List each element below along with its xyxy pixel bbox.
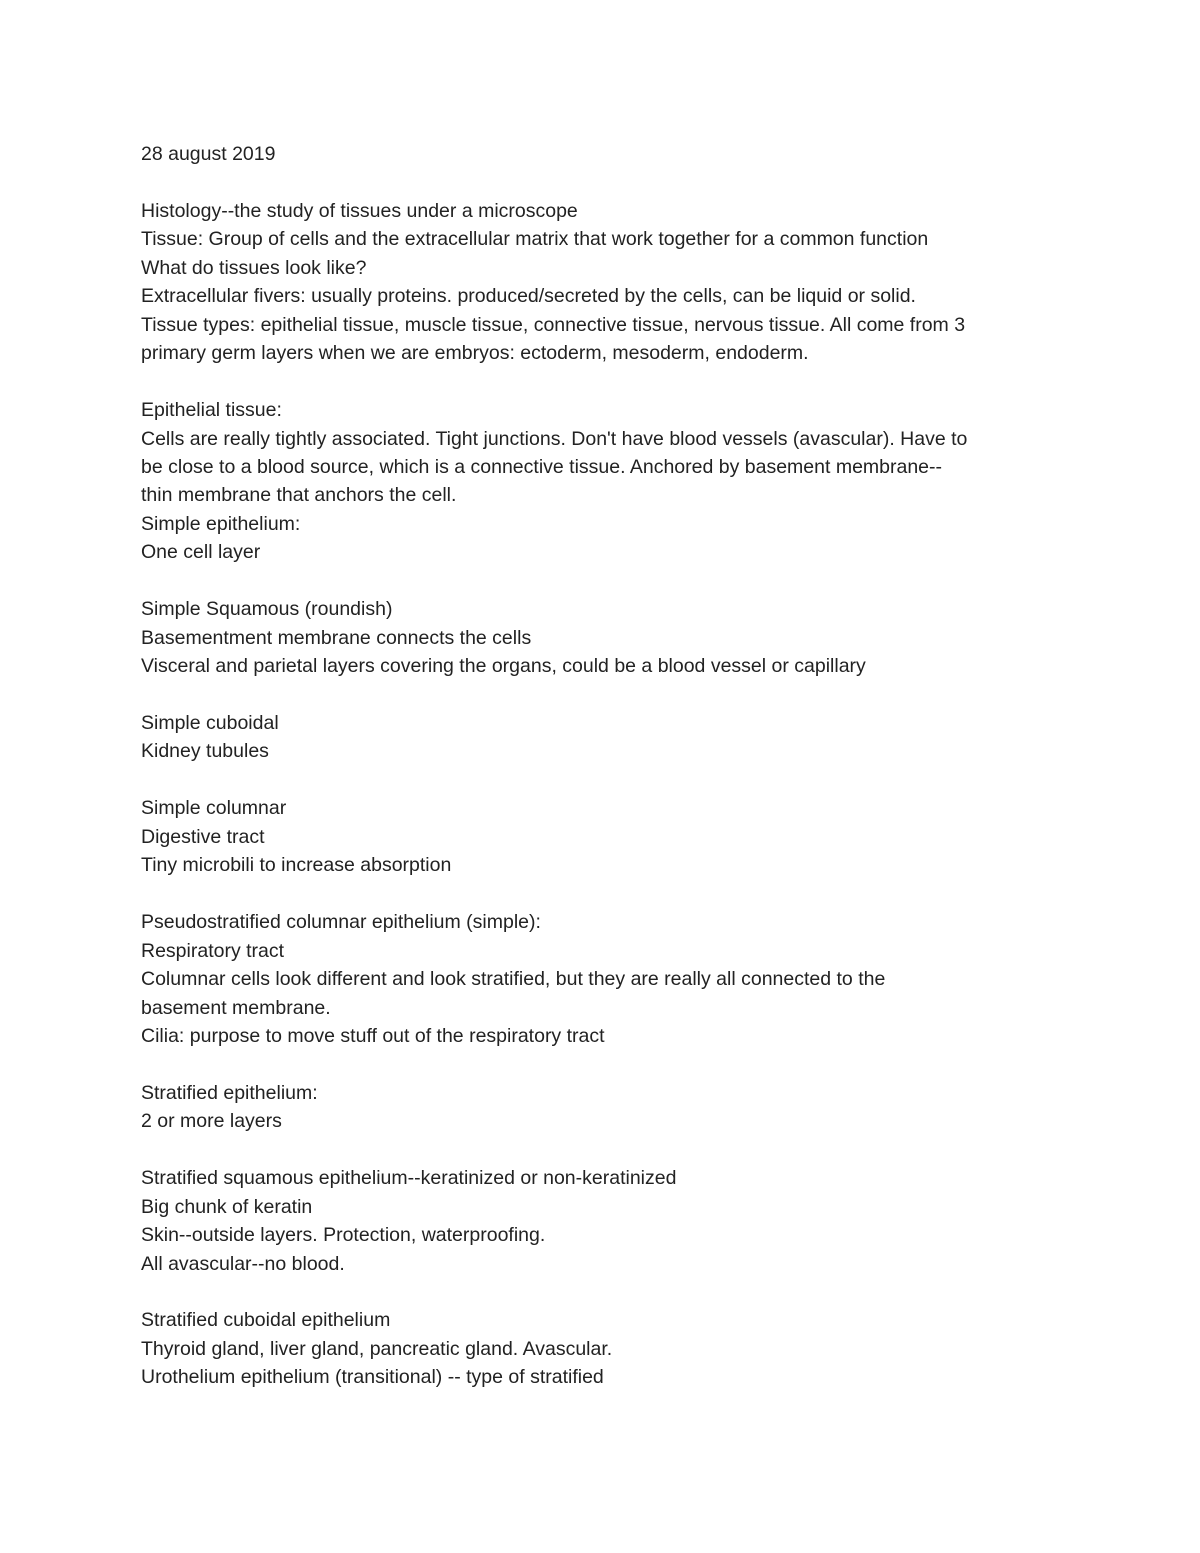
text-line: What do tissues look like? [141, 256, 367, 279]
subheading: Stratified squamous epithelium--keratinized or non-keratinized [141, 1167, 677, 1190]
text-line: thin membrane that anchors the cell. [141, 484, 457, 507]
text-line: Big chunk of keratin [141, 1195, 313, 1218]
text-line: basement membrane. [141, 996, 331, 1019]
section-heading: Epithelial tissue: [141, 399, 282, 422]
stratified-cuboidal-paragraph [141, 1306, 1071, 1391]
date-line: 28 august 2019 [141, 143, 276, 165]
text-line: 2 or more layers [141, 1110, 282, 1133]
text-line: Tissue: Group of cells and the extracellular matrix that work together for a common function [141, 228, 929, 251]
text-line: Thyroid gland, liver gland, pancreatic gland. Avascular. [141, 1337, 613, 1360]
intro-paragraph [141, 197, 1071, 368]
simple-columnar-paragraph [141, 794, 1071, 879]
text-line: Cells are really tightly associated. Tight junctions. Don't have blood vessels (avascular). Have to [141, 427, 968, 450]
document-page [141, 140, 1071, 1420]
text-line: All avascular--no blood. [141, 1252, 345, 1275]
subheading: Simple cuboidal [141, 712, 279, 734]
text-line: Extracellular fivers: usually proteins. produced/secreted by the cells, can be liquid or solid. [141, 285, 916, 308]
subheading: Pseudostratified columnar epithelium (simple): [141, 911, 541, 934]
subheading: Simple Squamous (roundish) [141, 598, 393, 621]
text-line: One cell layer [141, 541, 261, 564]
text-line: primary germ layers when we are embryos: ectoderm, mesoderm, endoderm. [141, 342, 809, 365]
date-paragraph [141, 140, 1071, 168]
epithelial-paragraph [141, 396, 1071, 567]
text-line: Tiny microbili to increase absorption [141, 854, 452, 877]
subheading: Simple columnar [141, 797, 287, 820]
text-line: Skin--outside layers. Protection, waterproofing. [141, 1224, 546, 1247]
text-line: Respiratory tract [141, 939, 285, 962]
text-line: Cilia: purpose to move stuff out of the respiratory tract [141, 1024, 605, 1047]
simple-squamous-paragraph [141, 595, 1071, 680]
subheading: Simple epithelium: [141, 512, 301, 535]
simple-cuboidal-paragraph [141, 709, 1071, 766]
subheading: Stratified cuboidal epithelium [141, 1309, 391, 1332]
text-line: Basementment membrane connects the cells [141, 626, 532, 649]
stratified-paragraph [141, 1079, 1071, 1136]
pseudostratified-paragraph [141, 908, 1071, 1050]
text-line: Urothelium epithelium (transitional) -- type of stratified [141, 1366, 604, 1389]
text-line: Histology--the study of tissues under a microscope [141, 199, 578, 222]
text-line: Visceral and parietal layers covering the organs, could be a blood vessel or capillary [141, 655, 866, 678]
text-line: Digestive tract [141, 825, 265, 848]
stratified-squamous-paragraph [141, 1164, 1071, 1278]
section-heading: Stratified epithelium: [141, 1081, 318, 1104]
text-line: Tissue types: epithelial tissue, muscle tissue, connective tissue, nervous tissue. All come from 3 [141, 313, 966, 336]
text-line: Kidney tubules [141, 740, 269, 763]
text-line: be close to a blood source, which is a connective tissue. Anchored by basement membrane-- [141, 455, 943, 478]
text-line: Columnar cells look different and look stratified, but they are really all connected to the [141, 968, 886, 991]
